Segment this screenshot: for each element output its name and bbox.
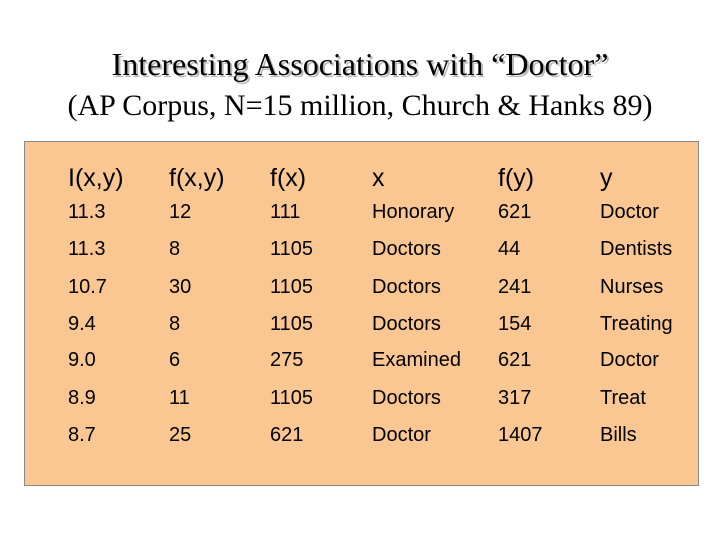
column-header-y: y bbox=[600, 164, 613, 192]
table-cell: 11 bbox=[169, 387, 190, 409]
table-cell: Doctor bbox=[372, 424, 431, 446]
table-cell: Dentists bbox=[600, 238, 673, 260]
table-cell: 275 bbox=[270, 349, 304, 371]
column-header-fy: f(y) bbox=[498, 164, 535, 192]
table-cell: Doctors bbox=[372, 276, 441, 298]
table-cell: Doctors bbox=[372, 238, 441, 260]
table-cell: Treating bbox=[600, 313, 673, 335]
table-cell: 11.3 bbox=[68, 201, 106, 223]
table-cell: 12 bbox=[169, 201, 192, 223]
table-cell: 1105 bbox=[270, 313, 314, 335]
table-cell: 9.4 bbox=[68, 313, 96, 335]
column-header-x: x bbox=[372, 164, 385, 192]
association-table bbox=[24, 141, 699, 486]
table-cell: 11.3 bbox=[68, 238, 106, 260]
table-cell: 8.7 bbox=[68, 424, 96, 446]
table-cell: 30 bbox=[169, 276, 192, 298]
table-cell: 154 bbox=[498, 313, 532, 335]
table-cell: 317 bbox=[498, 387, 532, 409]
table-cell: 1105 bbox=[270, 276, 314, 298]
table-cell: Treat bbox=[600, 387, 646, 409]
table-cell: 8 bbox=[169, 238, 181, 260]
table-cell: 44 bbox=[498, 238, 521, 260]
table-cell: 621 bbox=[498, 349, 532, 371]
table-cell: Doctors bbox=[372, 387, 441, 409]
table-cell: 10.7 bbox=[68, 276, 107, 298]
table-cell: 9.0 bbox=[68, 349, 96, 371]
table-cell: Bills bbox=[600, 424, 637, 446]
table-cell: 1105 bbox=[270, 387, 314, 409]
table-cell: Doctor bbox=[600, 201, 659, 223]
table-cell: 6 bbox=[169, 349, 181, 371]
slide-title: Interesting Associations with “Doctor” bbox=[111, 46, 609, 82]
table-cell: Examined bbox=[372, 349, 461, 371]
table-cell: Nurses bbox=[600, 276, 664, 298]
table-cell: 1407 bbox=[498, 424, 543, 446]
table-cell: 111 bbox=[270, 201, 301, 223]
table-cell: 241 bbox=[498, 276, 532, 298]
table-cell: 8 bbox=[169, 313, 181, 335]
column-header-ixy: I(x,y) bbox=[68, 164, 124, 192]
table-cell: 621 bbox=[498, 201, 532, 223]
table-cell: 621 bbox=[270, 424, 304, 446]
slide-subtitle: (AP Corpus, N=15 million, Church & Hanks 89) bbox=[67, 89, 653, 122]
column-header-fxy: f(x,y) bbox=[169, 164, 225, 192]
table-cell: 8.9 bbox=[68, 387, 96, 409]
table-cell: Doctors bbox=[372, 313, 441, 335]
table-cell: 1105 bbox=[270, 238, 314, 260]
column-header-fx: f(x) bbox=[270, 164, 307, 192]
table-cell: Honorary bbox=[372, 201, 455, 223]
table-cell: 25 bbox=[169, 424, 192, 446]
table-cell: Doctor bbox=[600, 349, 659, 371]
